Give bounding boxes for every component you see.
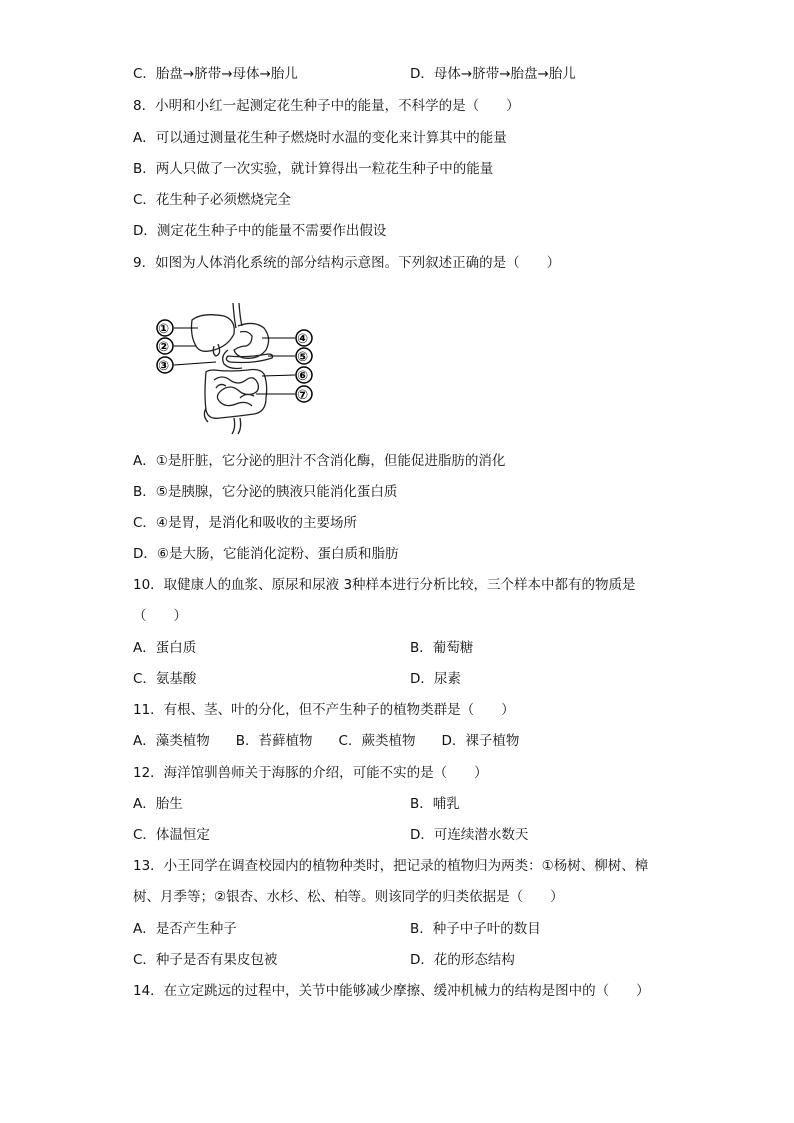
label-3: ③: [158, 359, 170, 374]
label-5: ⑤: [297, 350, 309, 365]
q8-option-a: A．可以通过测量花生种子燃烧时水温的变化来计算其中的能量: [133, 130, 507, 146]
q9-option-b: B．⑤是胰腺，它分泌的胰液只能消化蛋白质: [133, 484, 398, 500]
q13-stem-line1: 13．小王同学在调查校园内的植物种类时，把记录的植物归为两类：①杨树、柳树、樟: [133, 858, 649, 874]
label-4: ④: [297, 332, 309, 347]
q8-option-b: B．两人只做了一次实验，就计算得出一粒花生种子中的能量: [133, 161, 494, 177]
q7-option-d: D．母体→脐带→胎盘→胎儿: [410, 66, 576, 82]
q10-stem-line2: （ ）: [133, 608, 187, 624]
label-7: ⑦: [297, 388, 309, 403]
q10-option-b: B．葡萄糖: [410, 640, 474, 656]
q12-option-a: A．胎生: [133, 796, 183, 812]
q8-stem: 8．小明和小红一起测定花生种子中的能量，不科学的是（ ）: [133, 98, 520, 114]
label-1: ①: [158, 322, 170, 337]
q9-stem: 9．如图为人体消化系统的部分结构示意图。下列叙述正确的是（ ）: [133, 255, 561, 271]
label-6: ⑥: [297, 369, 309, 384]
q10-option-c: C．氨基酸: [133, 671, 197, 687]
q13-option-a: A．是否产生种子: [133, 921, 237, 937]
q12-option-c: C．体温恒定: [133, 827, 210, 843]
q13-stem-line2: 树、月季等；②银杏、水杉、松、柏等。则该同学的归类依据是（ ）: [133, 889, 564, 905]
q9-option-d: D．⑥是大肠，它能消化淀粉、蛋白质和脂肪: [133, 546, 399, 562]
q7-option-c: C．胎盘→脐带→母体→胎儿: [133, 66, 298, 82]
q12-stem: 12．海洋馆驯兽师关于海豚的介绍，可能不实的是（ ）: [133, 765, 488, 781]
q10-stem-line1: 10．取健康人的血浆、原尿和尿液 3种样本进行分析比较，三个样本中都有的物质是: [133, 577, 636, 593]
q14-stem: 14．在立定跳远的过程中，关节中能够减少摩擦、缓冲机械力的结构是图中的（ ）: [133, 983, 650, 999]
q12-option-b: B．哺乳: [410, 796, 460, 812]
q11-option-c: C．蕨类植物: [338, 733, 416, 749]
q9-option-a: A．①是肝脏，它分泌的胆汁不含消化酶，但能促进脂肪的消化: [133, 453, 506, 469]
q13-option-d: D．花的形态结构: [410, 952, 515, 968]
q11-option-a: A．藻类植物: [133, 733, 210, 749]
q13-option-b: B．种子中子叶的数目: [410, 921, 541, 937]
q9-option-c: C．④是胃，是消化和吸收的主要场所: [133, 515, 358, 531]
q10-option-d: D．尿素: [410, 671, 461, 687]
q11-stem: 11．有根、茎、叶的分化，但不产生种子的植物类群是（ ）: [133, 702, 515, 718]
q11-option-b: B．苔藓植物: [235, 733, 313, 749]
q10-option-a: A．蛋白质: [133, 640, 197, 656]
digestive-system-figure: [150, 298, 325, 438]
q11-options: [133, 731, 545, 751]
q8-option-c: C．花生种子必须燃烧完全: [133, 192, 291, 208]
q11-option-d: D．裸子植物: [441, 733, 520, 749]
q8-option-d: D．测定花生种子中的能量不需要作出假设: [133, 223, 387, 239]
q12-option-d: D．可连续潜水数天: [410, 827, 529, 843]
label-2: ②: [158, 340, 170, 355]
q13-option-c: C．种子是否有果皮包被: [133, 952, 278, 968]
